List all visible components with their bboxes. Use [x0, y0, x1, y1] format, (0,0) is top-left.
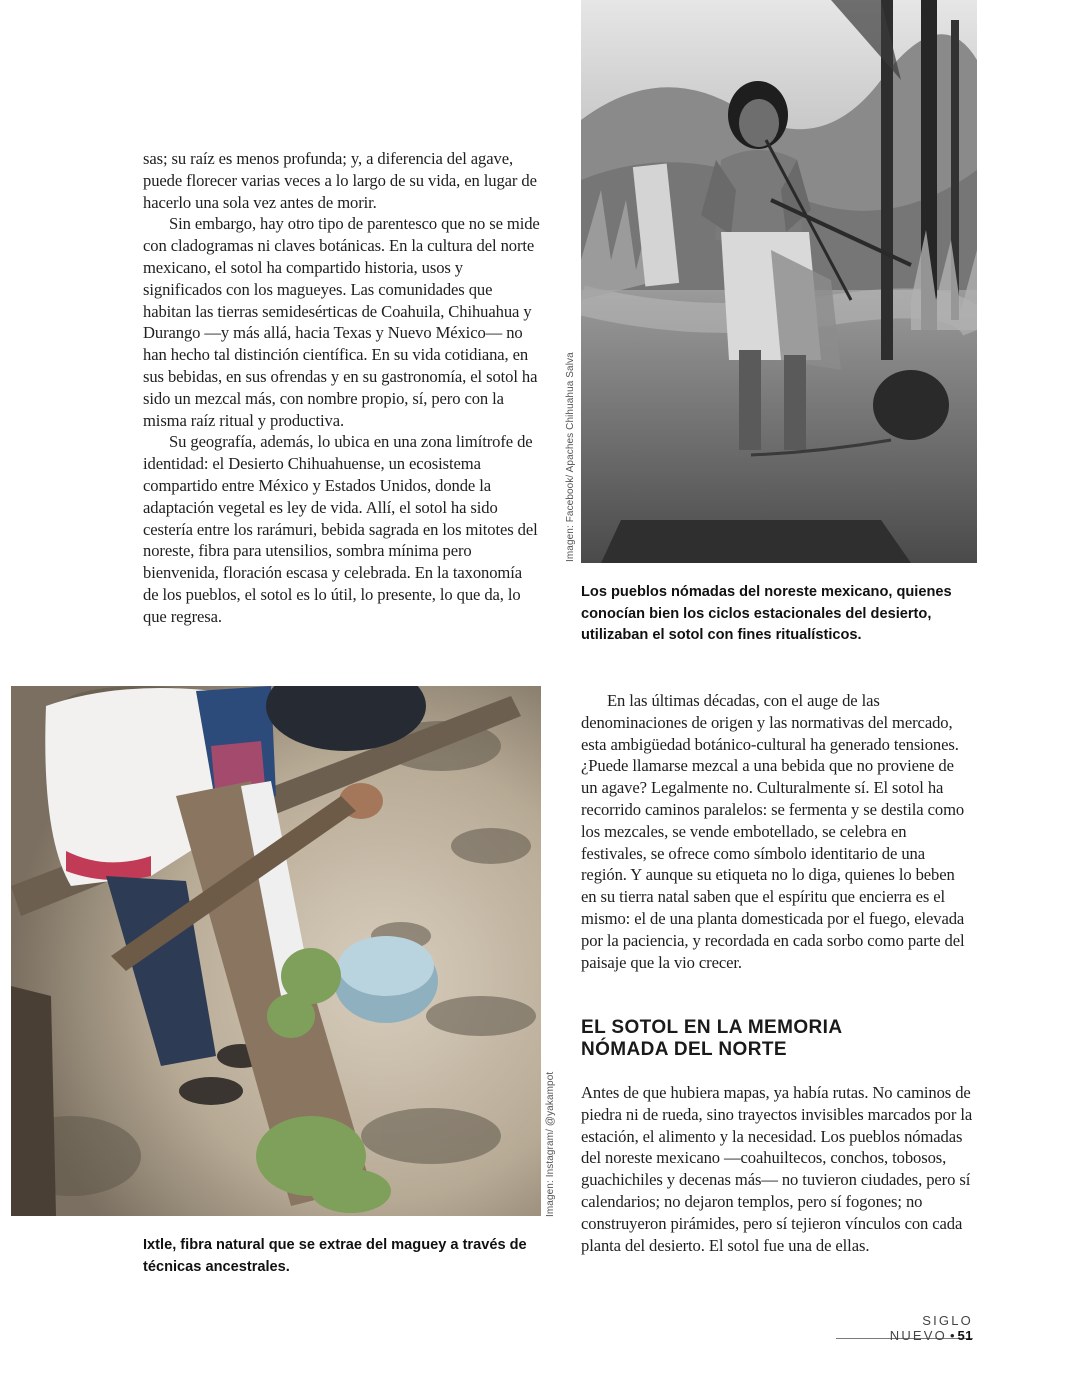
article-paragraph: Su geografía, además, lo ubica en una zona limítrofe de identidad: el Desierto Chihuahuense, un ecosistema compartido entre México y Estados Unidos, donde la adaptación vegetal es ley de vida. Allí, el sotol ha sido cestería entre los rarámuri, bebida sagrada en los mitotes del noreste, fibra para utensilios, sombra mínima pero bienvenida, floración escasa y celebrada. En la taxonomía de los pueblos, el sotol es lo útil, lo presente, lo que da, lo que regresa.	[143, 432, 538, 626]
article-paragraph: Antes de que hubiera mapas, ya había rutas. No caminos de piedra ni de rueda, sino trayectos invisibles marcados por la estación, el alimento y la necesidad. Los pueblos nómadas del noreste mexicano —coahuiltecos, conchos, tobosos, guachichiles y decenas más— no tuvieron ciudades, pero sí calendarios; no dejaron templos, pero sí fogones; no construyeron pirámides, pero sí tejieron vínculos con cada planta del desierto. El sotol fue una de ellas.	[581, 1083, 973, 1255]
section-heading-line: NÓMADA DEL NORTE	[581, 1039, 787, 1060]
photo-credit: Imagen: Instagram/ @yakampot	[545, 1071, 556, 1217]
article-paragraph: sas; su raíz es menos profunda; y, a diferencia del agave, puede florecer varias veces a lo largo de su vida, en lugar de hacerlo una sola vez antes de morir.	[143, 149, 537, 212]
photo-caption: Los pueblos nómadas del noreste mexicano, quienes conocían bien los ciclos estacionales del desierto, utilizaban el sotol con fines ritualísticos.	[581, 584, 952, 643]
section-heading-line: EL SOTOL EN LA MEMORIA	[581, 1017, 843, 1038]
magazine-name: SIGLO NUEVO	[889, 1313, 973, 1343]
article-column-right	[581, 690, 973, 973]
apache-photo-illustration	[581, 0, 977, 563]
article-paragraph: En las últimas décadas, con el auge de las denominaciones de origen y las normativas del mercado, esta ambigüedad botánico-cultural ha generado tensiones. ¿Puede llamarse mezcal a una bebida que no proviene de un agave? Legalmente no. Culturalmente sí. El sotol ha recorrido caminos paralelos: se fermenta y se destila como los mezcales, se vende embotellado, se celebra en festivales, se ofrece como símbolo identitario de una región. Y aunque su etiqueta no lo diga, quienes lo beben en su tierra natal saben que el espíritu que encierra es el mismo: el de una planta domesticada por el fuego, elevada por la paciencia, y recordada en cada sorbo como parte del paisaje que la vio crecer.	[581, 691, 965, 972]
article-paragraph: Sin embargo, hay otro tipo de parentesco que no se mide con cladogramas ni claves botánicas. En la cultura del norte mexicano, el sotol ha compartido historia, usos y significados con los magueyes. Las comunidades que habitan las tierras semidesérticas de Coahuila, Chihuahua y Durango —y más allá, hacia Texas y Nuevo México— no han hecho tal distinción científica. En su vida cotidiana, en sus bebidas, en sus ofrendas y en su gastronomía, el sotol ha sido un mezcal más, con nombre propio, sí, pero con la misma raíz ritual y productiva.	[143, 214, 540, 430]
article-column-right-section	[581, 1082, 973, 1256]
article-column-left	[143, 148, 541, 628]
apache-man-photo	[581, 0, 977, 563]
folio-separator: •	[949, 1328, 955, 1343]
photo-caption: Ixtle, fibra natural que se extrae del maguey a través de técnicas ancestrales.	[143, 1237, 527, 1275]
section-heading	[581, 1017, 973, 1061]
page-folio	[836, 1313, 973, 1343]
page-number: 51	[957, 1328, 973, 1343]
photo-credit: Imagen: Facebook/ Apaches Chihuahua Salva	[565, 352, 576, 562]
ixtle-photo	[11, 686, 541, 1216]
ixtle-photo-illustration	[11, 686, 541, 1216]
